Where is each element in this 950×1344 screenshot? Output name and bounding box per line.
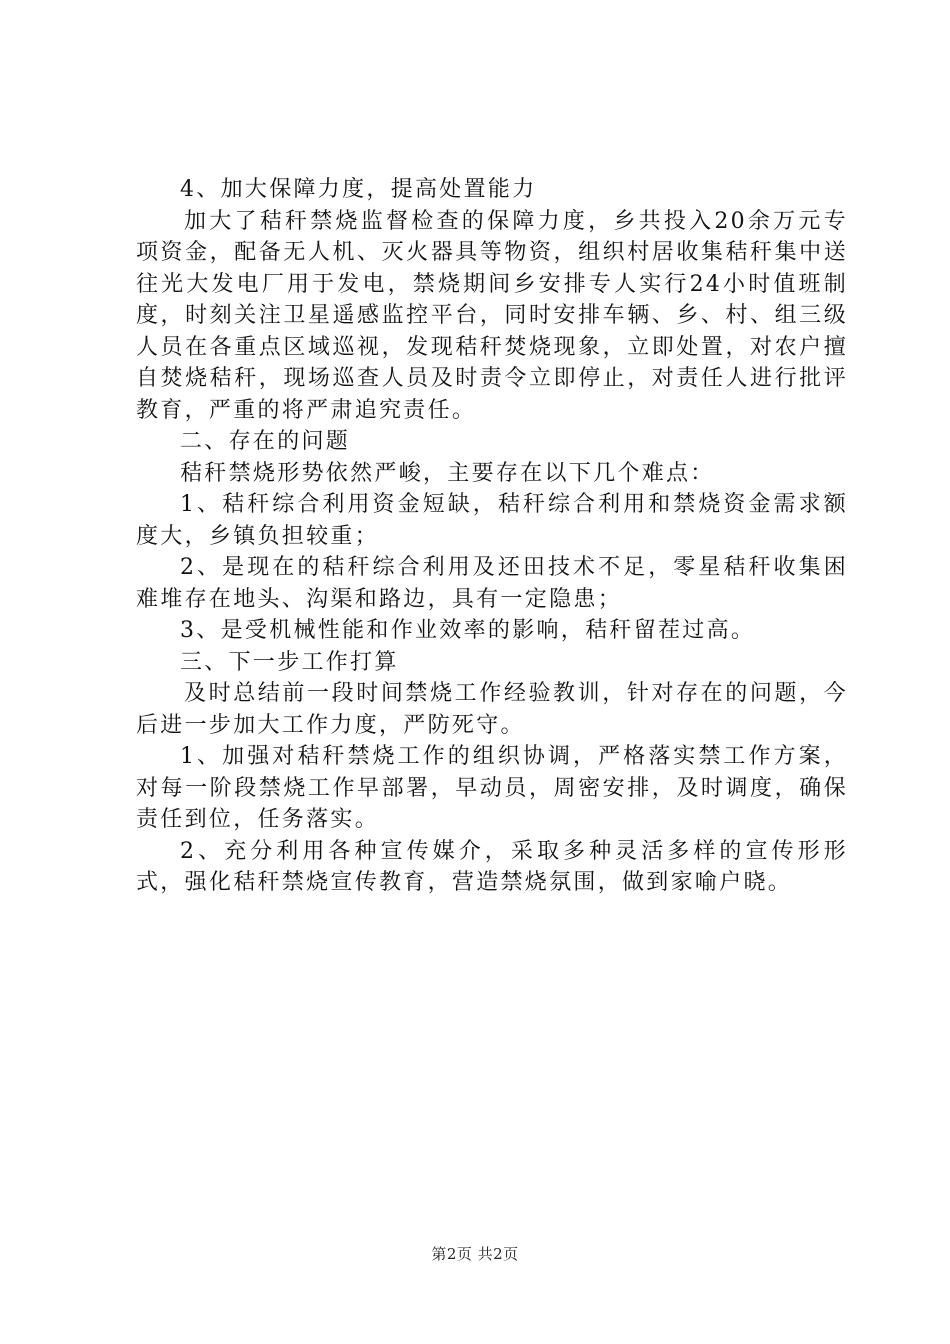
heading-next-steps: 三、下一步工作打算: [180, 649, 399, 675]
page-number-footer: 第2页 共2页: [431, 1245, 519, 1263]
next-step-item-1: 1、加强对秸秆禁烧工作的组织协调，严格落实禁工作方案，对每一阶段禁烧工作早部署，早动员，周密安排，及时调度，确保责任到位，任务落实。: [136, 744, 848, 832]
problem-item-1: 1、秸秆综合利用资金短缺，秸秆综合利用和禁烧资金需求额度大，乡镇负担较重；: [136, 492, 848, 549]
document-body: [136, 174, 848, 899]
heading-existing-problems: 二、存在的问题: [180, 429, 351, 454]
paragraph-guarantee-details: 加大了秸秆禁烧监督检查的保障力度，乡共投入20余万元专项资金，配备无人机、灭火器具等物资，组织村居收集秸秆集中送往光大发电厂用于发电，禁烧期间乡安排专人实行24小时值班制度，时刻关注卫星遥感监控平台，同时安排车辆、乡、村、组三级人员在各重点区域巡视，发现秸秆焚烧现象，立即处置，对农户擅自焚烧秸秆，现场巡查人员及时责令立即停止，对责任人进行批评教育，严重的将严肃追究责任。: [136, 208, 848, 423]
next-step-item-2: 2、充分利用各种宣传媒介，采取多种灵活多样的宣传形形式，强化秸秆禁烧宣传教育，营造禁烧氛围，做到家喻户晓。: [136, 838, 848, 895]
problem-item-2: 2、是现在的秸秆综合利用及还田技术不足，零星秸秆收集困难堆存在地头、沟渠和路边，具有一定隐患；: [136, 555, 848, 612]
heading-guarantee: 4、加大保障力度，提高处置能力: [180, 177, 537, 202]
problem-item-3: 3、是受机械性能和作业效率的影响，秸秆留茬过高。: [180, 618, 756, 643]
paragraph-next-steps-intro: 及时总结前一段时间禁烧工作经验教训，针对存在的问题，今后进一步加大工作力度，严防死守。: [136, 681, 848, 738]
paragraph-problems-intro: 秸秆禁烧形势依然严峻，主要存在以下几个难点：: [180, 460, 715, 486]
